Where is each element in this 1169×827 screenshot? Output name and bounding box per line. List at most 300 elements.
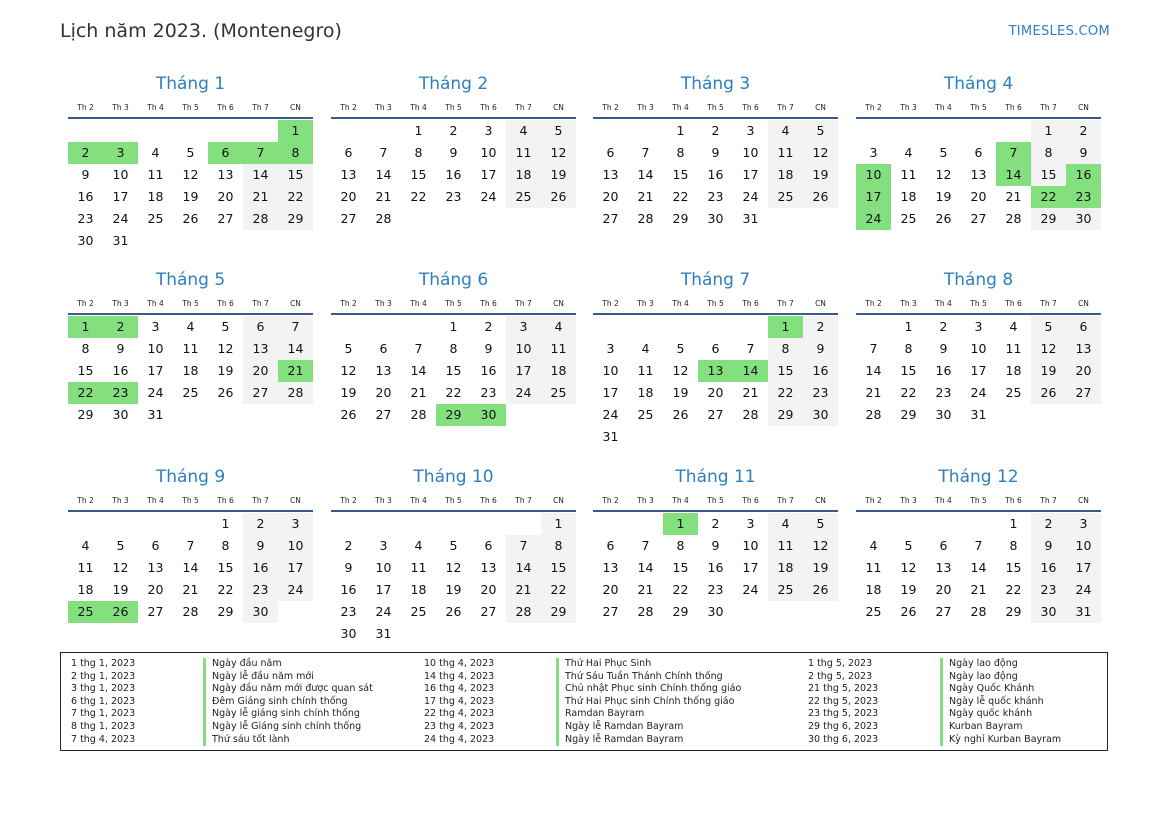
day-grid — [593, 513, 838, 623]
day-cell: 7 — [278, 316, 313, 338]
day-cell: 27 — [602, 604, 619, 619]
day-cell: 15 — [445, 363, 462, 378]
day-cell: 15 — [278, 164, 313, 186]
day-cell: 19 — [112, 582, 129, 597]
month-divider — [68, 313, 313, 315]
weekday-label: Th 3 — [900, 103, 917, 112]
day-cell: 18 — [768, 164, 803, 186]
day-cell: 5 — [939, 145, 948, 160]
weekday-header — [331, 296, 576, 312]
day-cell: 28 — [182, 604, 199, 619]
day-cell: 15 — [541, 557, 576, 579]
weekday-label: Th 2 — [77, 103, 94, 112]
legend-holiday-name: Ngày lễ quốc khánh — [940, 696, 1044, 709]
empty-cell — [856, 120, 891, 142]
day-cell: 11 — [506, 142, 541, 164]
day-cell: 6 — [974, 145, 983, 160]
day-cell: 9 — [449, 145, 458, 160]
day-cell: 20 — [340, 189, 357, 204]
day-cell: 26 — [340, 407, 357, 422]
day-cell: 1 — [676, 123, 685, 138]
weekday-label: Th 4 — [672, 103, 689, 112]
empty-cell — [926, 513, 961, 535]
day-cell: 17 — [970, 363, 987, 378]
day-grid — [856, 513, 1101, 623]
day-cell: 18 — [1005, 363, 1022, 378]
weekday-label: Th 3 — [112, 103, 129, 112]
holiday-day-cell: 1 — [663, 513, 698, 535]
day-cell: 5 — [449, 538, 458, 553]
day-cell: 6 — [243, 316, 278, 338]
day-cell: 25 — [637, 407, 654, 422]
empty-cell — [996, 120, 1031, 142]
empty-cell — [173, 120, 208, 142]
day-cell: 17 — [375, 582, 392, 597]
day-cell: 4 — [186, 319, 195, 334]
legend-holiday-name: Ngày lễ giáng sinh chính thống — [203, 708, 360, 721]
day-cell: 14 — [410, 363, 427, 378]
site-link[interactable]: TIMESLES.COM — [1008, 24, 1110, 39]
day-cell: 13 — [480, 560, 497, 575]
day-cell: 16 — [77, 189, 94, 204]
day-cell: 2 — [711, 123, 720, 138]
day-cell: 14 — [637, 167, 654, 182]
day-cell: 4 — [541, 316, 576, 338]
weekday-label: Th 7 — [252, 496, 269, 505]
empty-cell — [506, 513, 541, 535]
weekday-label: Th 6 — [742, 103, 759, 112]
day-cell: 13 — [970, 167, 987, 182]
day-grid — [68, 120, 313, 252]
day-cell: 19 — [803, 557, 838, 579]
day-cell: 20 — [970, 189, 987, 204]
day-cell: 8 — [449, 341, 458, 356]
holiday-day-cell: 1 — [768, 316, 803, 338]
month-name: Tháng 2 — [418, 74, 489, 94]
day-cell: 21 — [182, 582, 199, 597]
weekday-label: CN — [553, 496, 564, 505]
month-name: Tháng 1 — [155, 74, 226, 94]
weekday-label: Th 3 — [375, 299, 392, 308]
holiday-day-cell: 7 — [996, 142, 1031, 164]
day-cell: 17 — [112, 189, 129, 204]
day-cell: 15 — [217, 560, 234, 575]
day-cell: 13 — [147, 560, 164, 575]
legend-date: 24 thg 4, 2023 — [424, 733, 495, 745]
weekday-label: Th 2 — [865, 496, 882, 505]
day-cell: 19 — [900, 582, 917, 597]
day-cell: 30 — [112, 407, 129, 422]
day-cell: 3 — [506, 316, 541, 338]
day-cell: 23 — [243, 579, 278, 601]
day-cell: 6 — [711, 341, 720, 356]
day-cell: 19 — [445, 582, 462, 597]
day-cell: 22 — [541, 579, 576, 601]
day-cell: 23 — [707, 582, 724, 597]
day-cell: 20 — [480, 582, 497, 597]
day-cell: 19 — [182, 189, 199, 204]
day-cell: 21 — [375, 189, 392, 204]
day-cell: 25 — [865, 604, 882, 619]
weekday-header — [68, 100, 313, 116]
weekday-label: Th 4 — [147, 103, 164, 112]
day-cell: 16 — [707, 560, 724, 575]
day-cell: 20 — [935, 582, 952, 597]
legend-holiday-name: Ngày đầu năm — [203, 658, 282, 671]
weekday-label: Th 3 — [900, 299, 917, 308]
day-cell: 1 — [904, 319, 913, 334]
day-cell: 27 — [340, 211, 357, 226]
day-cell: 5 — [541, 120, 576, 142]
empty-cell — [628, 513, 663, 535]
day-cell: 8 — [1031, 142, 1066, 164]
weekday-label: Th 4 — [410, 103, 427, 112]
day-cell: 23 — [480, 385, 497, 400]
weekday-label: Th 6 — [742, 496, 759, 505]
day-cell: 4 — [904, 145, 913, 160]
weekday-label: Th 6 — [480, 103, 497, 112]
day-cell: 16 — [445, 167, 462, 182]
empty-cell — [173, 513, 208, 535]
day-cell: 12 — [672, 363, 689, 378]
empty-cell — [593, 316, 628, 338]
day-cell: 15 — [672, 560, 689, 575]
month-block — [856, 72, 1101, 230]
day-cell: 30 — [1066, 208, 1101, 230]
day-cell: 27 — [243, 382, 278, 404]
day-cell: 25 — [768, 579, 803, 601]
day-cell: 17 — [602, 385, 619, 400]
day-cell: 24 — [506, 382, 541, 404]
day-cell: 10 — [147, 341, 164, 356]
month-divider — [331, 510, 576, 512]
legend-holiday-name: Kỳ nghỉ Kurban Bayram — [940, 734, 1061, 747]
day-cell: 30 — [77, 233, 94, 248]
day-cell: 20 — [217, 189, 234, 204]
month-block — [856, 465, 1101, 623]
weekday-label: Th 3 — [112, 496, 129, 505]
day-grid — [331, 316, 576, 426]
day-cell: 31 — [147, 407, 164, 422]
day-cell: 27 — [217, 211, 234, 226]
day-cell: 29 — [672, 211, 689, 226]
empty-cell — [891, 120, 926, 142]
holiday-day-cell: 8 — [278, 142, 313, 164]
day-cell: 9 — [711, 145, 720, 160]
month-divider — [68, 510, 313, 512]
day-grid — [331, 120, 576, 230]
weekday-header — [593, 493, 838, 509]
day-cell: 30 — [707, 604, 724, 619]
day-grid — [68, 316, 313, 426]
day-cell: 7 — [746, 341, 755, 356]
day-grid — [593, 316, 838, 448]
weekday-header — [331, 100, 576, 116]
day-cell: 17 — [147, 363, 164, 378]
day-cell: 29 — [768, 404, 803, 426]
day-cell: 15 — [900, 363, 917, 378]
legend-date: 23 thg 4, 2023 — [424, 720, 495, 732]
legend-holiday-name: Ngày lễ Ramdan Bayram — [556, 734, 683, 747]
legend-date: 14 thg 4, 2023 — [424, 670, 495, 682]
day-cell: 18 — [768, 557, 803, 579]
month-divider — [331, 313, 576, 315]
empty-cell — [366, 120, 401, 142]
day-cell: 24 — [742, 582, 759, 597]
day-cell: 1 — [414, 123, 423, 138]
day-cell: 6 — [484, 538, 493, 553]
legend-date: 29 thg 6, 2023 — [808, 720, 879, 732]
day-cell: 4 — [641, 341, 650, 356]
weekday-label: Th 6 — [217, 496, 234, 505]
weekday-label: Th 3 — [375, 103, 392, 112]
day-cell: 6 — [344, 145, 353, 160]
day-cell: 10 — [602, 363, 619, 378]
day-cell: 29 — [1005, 604, 1022, 619]
holiday-day-cell: 16 — [1066, 164, 1101, 186]
holiday-day-cell: 23 — [103, 382, 138, 404]
day-cell: 6 — [379, 341, 388, 356]
day-cell: 12 — [112, 560, 129, 575]
day-grid — [68, 513, 313, 623]
legend-date: 7 thg 4, 2023 — [71, 733, 136, 745]
day-cell: 23 — [1031, 579, 1066, 601]
day-cell: 14 — [506, 557, 541, 579]
weekday-label: Th 6 — [1005, 103, 1022, 112]
day-cell: 29 — [217, 604, 234, 619]
day-cell: 28 — [865, 407, 882, 422]
day-cell: 29 — [1031, 208, 1066, 230]
month-block — [593, 72, 838, 230]
holiday-day-cell: 17 — [856, 186, 891, 208]
empty-cell — [208, 120, 243, 142]
day-cell: 19 — [541, 164, 576, 186]
month-block — [331, 268, 576, 426]
day-cell: 23 — [803, 382, 838, 404]
day-cell: 13 — [1066, 338, 1101, 360]
legend-date: 22 thg 4, 2023 — [424, 708, 495, 720]
day-cell: 5 — [1031, 316, 1066, 338]
day-cell: 19 — [340, 385, 357, 400]
day-cell: 5 — [344, 341, 353, 356]
day-cell: 21 — [970, 582, 987, 597]
day-cell: 31 — [602, 429, 619, 444]
day-cell: 23 — [77, 211, 94, 226]
day-cell: 29 — [672, 604, 689, 619]
month-block — [593, 465, 838, 623]
day-cell: 25 — [410, 604, 427, 619]
legend-date: 6 thg 1, 2023 — [71, 695, 136, 707]
legend-holiday-name: Thứ Sáu Tuần Thánh Chính thống — [556, 671, 723, 684]
weekday-label: Th 7 — [777, 496, 794, 505]
weekday-label: Th 4 — [672, 496, 689, 505]
day-cell: 31 — [375, 626, 392, 641]
holiday-day-cell: 1 — [278, 120, 313, 142]
weekday-header — [856, 100, 1101, 116]
weekday-label: Th 4 — [935, 496, 952, 505]
day-cell: 1 — [449, 319, 458, 334]
day-cell: 5 — [186, 145, 195, 160]
day-cell: 16 — [340, 582, 357, 597]
day-cell: 11 — [410, 560, 427, 575]
day-cell: 8 — [904, 341, 913, 356]
legend-date: 3 thg 1, 2023 — [71, 683, 136, 695]
day-cell: 13 — [340, 167, 357, 182]
empty-cell — [436, 513, 471, 535]
weekday-header — [856, 493, 1101, 509]
weekday-label: CN — [290, 299, 301, 308]
day-cell: 26 — [935, 211, 952, 226]
holiday-day-cell: 23 — [1066, 186, 1101, 208]
weekday-header — [68, 296, 313, 312]
empty-cell — [593, 120, 628, 142]
legend-holiday-name: Ngày lễ Giáng sinh chính thống — [203, 721, 361, 734]
empty-cell — [103, 120, 138, 142]
day-cell: 13 — [217, 167, 234, 182]
day-cell: 3 — [278, 513, 313, 535]
day-cell: 24 — [970, 385, 987, 400]
legend-holiday-name: Ramdan Bayram — [556, 708, 644, 721]
weekday-label: Th 6 — [1005, 299, 1022, 308]
weekday-label: Th 4 — [935, 103, 952, 112]
day-cell: 12 — [900, 560, 917, 575]
empty-cell — [243, 120, 278, 142]
weekday-label: Th 6 — [217, 299, 234, 308]
weekday-label: CN — [1078, 103, 1089, 112]
month-divider — [593, 510, 838, 512]
weekday-label: Th 5 — [182, 103, 199, 112]
day-cell: 10 — [506, 338, 541, 360]
day-cell: 5 — [221, 319, 230, 334]
weekday-label: Th 5 — [182, 496, 199, 505]
weekday-label: Th 6 — [480, 299, 497, 308]
weekday-label: Th 6 — [742, 299, 759, 308]
day-cell: 11 — [147, 167, 164, 182]
day-cell: 15 — [77, 363, 94, 378]
weekday-label: CN — [553, 103, 564, 112]
day-cell: 21 — [506, 579, 541, 601]
day-cell: 28 — [1005, 211, 1022, 226]
day-cell: 12 — [1031, 338, 1066, 360]
day-cell: 11 — [768, 142, 803, 164]
weekday-label: CN — [290, 103, 301, 112]
day-cell: 16 — [935, 363, 952, 378]
weekday-label: Th 7 — [515, 299, 532, 308]
empty-cell — [68, 120, 103, 142]
day-cell: 5 — [803, 513, 838, 535]
day-cell: 10 — [278, 535, 313, 557]
weekday-label: CN — [290, 496, 301, 505]
day-cell: 3 — [974, 319, 983, 334]
month-name: Tháng 12 — [938, 467, 1019, 487]
weekday-label: Th 7 — [777, 103, 794, 112]
month-divider — [331, 117, 576, 119]
day-cell: 4 — [506, 120, 541, 142]
legend-holiday-name: Ngày quốc khánh — [940, 708, 1032, 721]
day-cell: 20 — [707, 385, 724, 400]
legend-date: 21 thg 5, 2023 — [808, 683, 879, 695]
legend-holiday-name: Đêm Giáng sinh chính thống — [203, 696, 348, 709]
day-cell: 24 — [480, 189, 497, 204]
day-cell: 8 — [414, 145, 423, 160]
weekday-label: CN — [1078, 496, 1089, 505]
day-cell: 24 — [375, 604, 392, 619]
day-cell: 10 — [1066, 535, 1101, 557]
day-cell: 15 — [1005, 560, 1022, 575]
day-cell: 12 — [445, 560, 462, 575]
day-cell: 9 — [803, 338, 838, 360]
weekday-label: Th 7 — [1040, 496, 1057, 505]
holiday-day-cell: 21 — [278, 360, 313, 382]
day-cell: 9 — [939, 341, 948, 356]
day-cell: 18 — [900, 189, 917, 204]
day-cell: 12 — [340, 363, 357, 378]
day-cell: 11 — [865, 560, 882, 575]
day-cell: 31 — [742, 211, 759, 226]
legend-holiday-name: Ngày lễ đầu năm mới — [203, 671, 314, 684]
month-name: Tháng 5 — [155, 270, 226, 290]
empty-cell — [103, 513, 138, 535]
day-cell: 14 — [637, 560, 654, 575]
legend-holiday-name: Kurban Bayram — [940, 721, 1023, 734]
day-cell: 30 — [1031, 601, 1066, 623]
weekday-label: CN — [815, 103, 826, 112]
day-cell: 3 — [1066, 513, 1101, 535]
day-cell: 26 — [672, 407, 689, 422]
empty-cell — [593, 513, 628, 535]
legend-date: 1 thg 1, 2023 — [71, 658, 136, 669]
day-cell: 30 — [707, 211, 724, 226]
day-cell: 14 — [243, 164, 278, 186]
month-name: Tháng 7 — [680, 270, 751, 290]
day-cell: 2 — [1031, 513, 1066, 535]
day-cell: 17 — [742, 560, 759, 575]
day-cell: 24 — [602, 407, 619, 422]
legend-date: 23 thg 5, 2023 — [808, 708, 879, 720]
day-cell: 17 — [506, 360, 541, 382]
empty-cell — [366, 316, 401, 338]
empty-cell — [628, 316, 663, 338]
month-block — [331, 465, 576, 645]
day-cell: 19 — [803, 164, 838, 186]
day-cell: 25 — [147, 211, 164, 226]
day-cell: 16 — [803, 360, 838, 382]
empty-cell — [628, 120, 663, 142]
holiday-day-cell: 24 — [856, 208, 891, 230]
day-cell: 2 — [449, 123, 458, 138]
day-cell: 25 — [506, 186, 541, 208]
day-cell: 24 — [278, 579, 313, 601]
holiday-day-cell: 10 — [856, 164, 891, 186]
day-cell: 5 — [803, 120, 838, 142]
day-cell: 29 — [77, 407, 94, 422]
day-cell: 24 — [147, 385, 164, 400]
day-cell: 19 — [935, 189, 952, 204]
weekday-label: Th 2 — [865, 299, 882, 308]
empty-cell — [401, 316, 436, 338]
legend-date: 10 thg 4, 2023 — [424, 658, 495, 669]
weekday-label: CN — [553, 299, 564, 308]
day-cell: 30 — [340, 626, 357, 641]
day-cell: 4 — [151, 145, 160, 160]
day-cell: 17 — [1066, 557, 1101, 579]
day-cell: 21 — [865, 385, 882, 400]
day-cell: 13 — [602, 167, 619, 182]
day-cell: 31 — [1066, 601, 1101, 623]
weekday-label: Th 7 — [1040, 103, 1057, 112]
holiday-day-cell: 6 — [208, 142, 243, 164]
day-cell: 18 — [541, 360, 576, 382]
